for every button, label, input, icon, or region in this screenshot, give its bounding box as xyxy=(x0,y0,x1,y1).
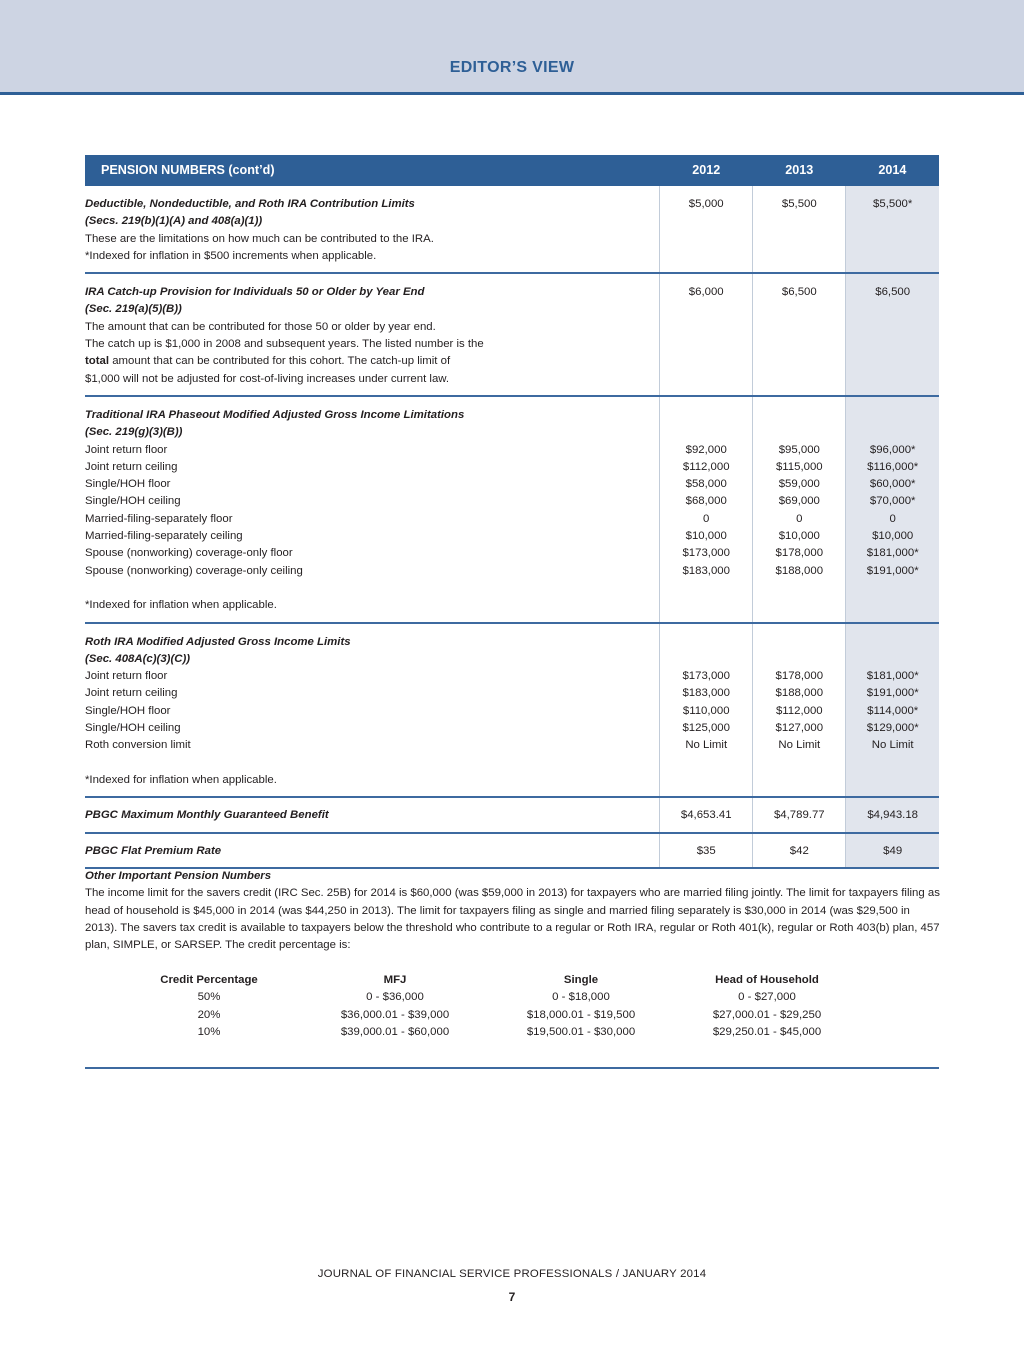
credit-header-percentage: Credit Percentage xyxy=(160,974,258,986)
cell-value: 0 xyxy=(703,512,710,525)
row-label: Single/HOH floor xyxy=(85,704,171,717)
table-row xyxy=(116,989,860,1006)
year-header-2013: 2013 xyxy=(753,155,846,186)
section-title: Roth IRA Modified Adjusted Gross Income Limits xyxy=(85,635,351,648)
value-2014: $6,500 xyxy=(846,273,939,396)
credit-single: $18,000.01 - $19,500 xyxy=(526,1008,636,1021)
value-2012: $35 xyxy=(660,833,753,868)
values-2012 xyxy=(660,396,753,623)
credit-single: 0 - $18,000 xyxy=(552,991,610,1004)
cell-value: $125,000 xyxy=(682,722,730,735)
cell-value: $96,000* xyxy=(869,443,916,456)
section-code: (Secs. 219(b)(1)(A) and 408(a)(1)) xyxy=(85,215,263,228)
cell-value: $188,000 xyxy=(775,564,824,577)
credit-header-single: Single xyxy=(563,974,599,986)
traditional-label-cell xyxy=(85,396,660,623)
value-2014: $4,943.18 xyxy=(846,797,939,832)
cell-value: $178,000 xyxy=(775,670,824,683)
values-2013 xyxy=(753,623,846,798)
value-2014: $49 xyxy=(846,833,939,868)
traditional-ira-section xyxy=(85,396,939,623)
cell-value: $191,000* xyxy=(866,687,919,700)
cell-value: $60,000* xyxy=(869,478,916,491)
deductible-section xyxy=(85,186,939,273)
section-code: (Sec. 219(g)(3)(B)) xyxy=(85,426,183,439)
pension-numbers-table xyxy=(85,155,939,869)
catchup-label-cell xyxy=(85,273,660,396)
row-label: Spouse (nonworking) coverage-only ceiling xyxy=(85,564,303,577)
cell-value: $115,000 xyxy=(775,460,823,473)
row-label: Spouse (nonworking) coverage-only floor xyxy=(85,547,293,560)
cell-value: $110,000 xyxy=(682,704,730,717)
credit-single: $19,500.01 - $30,000 xyxy=(526,1025,636,1038)
journal-footer: JOURNAL OF FINANCIAL SERVICE PROFESSIONALS / JANUARY 2014 xyxy=(317,1268,707,1280)
roth-ira-section xyxy=(85,623,939,798)
cell-value: $127,000 xyxy=(775,722,824,735)
credit-percentage: 20% xyxy=(197,1008,221,1021)
header-banner xyxy=(0,0,1024,95)
values-2012 xyxy=(660,623,753,798)
section-description: The catch up is $1,000 in 2008 and subsequent years. The listed number is the xyxy=(85,338,484,351)
credit-mfj: 0 - $36,000 xyxy=(366,991,424,1004)
row-label: Married-filing-separately ceiling xyxy=(85,530,243,543)
table-title: PENSION NUMBERS (cont’d) xyxy=(85,155,660,186)
cell-value: $191,000* xyxy=(866,564,919,577)
cell-value: $59,000 xyxy=(778,478,820,491)
cell-value: 0 xyxy=(796,512,803,525)
cell-value: $116,000* xyxy=(867,460,919,473)
cell-value: $114,000* xyxy=(867,704,919,717)
table-row xyxy=(116,1007,860,1024)
row-label: Joint return ceiling xyxy=(85,460,178,473)
credit-percentage: 10% xyxy=(197,1025,221,1038)
section-title: PBGC Flat Premium Rate xyxy=(85,844,222,857)
section-title: Traditional IRA Phaseout Modified Adjusted Gross Income Limitations xyxy=(85,408,465,421)
value-2013: $4,789.77 xyxy=(753,797,846,832)
page-number: 7 xyxy=(508,1290,516,1304)
cell-value: $112,000 xyxy=(682,460,730,473)
values-2014 xyxy=(846,623,939,798)
pbgc-benefit-row xyxy=(85,797,939,832)
cell-value: $95,000 xyxy=(778,443,820,456)
section-title: PBGC Maximum Monthly Guaranteed Benefit xyxy=(85,809,329,822)
value-2012: $4,653.41 xyxy=(660,797,753,832)
credit-header-hoh: Head of Household xyxy=(715,974,819,986)
values-2013 xyxy=(753,396,846,623)
cell-value: $178,000 xyxy=(775,547,824,560)
savers-credit-paragraph: The income limit for the savers credit (IRC Sec. 25B) for 2014 is $60,000 (was $59,000 in 2013) for taxpayers who are married filing jointly. The limit for taxpayers filing as head of household is $45,000 in 2014 (was $44,250 in 2013). The limit for taxpayers filing as single and married filing separately is $30,000 in 2014 (was $29,500 in 2013). The savers tax credit is available to taxpayers below the threshold who contribute to a regular or Roth IRA, regular or Roth 401(k), regular or Roth 403(b) plan, 457 plan, SIMPLE, or SARSEP. The credit percentage is: xyxy=(85,887,940,952)
cell-value: $173,000 xyxy=(682,547,730,560)
deductible-label-cell xyxy=(85,186,660,273)
cell-value: No Limit xyxy=(778,739,821,752)
pbgc-benefit-label-cell xyxy=(85,797,660,832)
section-code: (Sec. 219(a)(5)(B)) xyxy=(85,303,182,316)
cell-value: No Limit xyxy=(685,739,728,752)
values-2014 xyxy=(846,396,939,623)
catchup-section xyxy=(85,273,939,396)
credit-mfj: $39,000.01 - $60,000 xyxy=(340,1025,450,1038)
cell-value: $181,000* xyxy=(866,547,919,560)
row-label: Married-filing-separately floor xyxy=(85,512,233,525)
cell-value: $112,000 xyxy=(775,704,823,717)
section-description-text: amount that can be contributed for this cohort. The catch-up limit of xyxy=(109,355,451,368)
cell-value: $69,000 xyxy=(778,495,820,508)
row-label: Single/HOH floor xyxy=(85,478,171,491)
cell-value: $188,000 xyxy=(775,687,824,700)
section-note: *Indexed for inflation when applicable. xyxy=(85,599,277,612)
cell-value: $183,000 xyxy=(682,564,730,577)
cell-value: $173,000 xyxy=(682,670,730,683)
row-label: Roth conversion limit xyxy=(85,739,191,752)
pbgc-premium-label-cell xyxy=(85,833,660,868)
row-label: Joint return floor xyxy=(85,443,168,456)
roth-label-cell xyxy=(85,623,660,798)
cell-value: $92,000 xyxy=(685,443,727,456)
row-label: Joint return floor xyxy=(85,670,168,683)
credit-percentage-table xyxy=(116,972,860,1041)
value-2012: $6,000 xyxy=(660,273,753,396)
value-2013: $5,500 xyxy=(753,186,846,273)
emphasis-text: total xyxy=(85,355,110,368)
credit-header-row xyxy=(116,972,860,989)
credit-hoh: 0 - $27,000 xyxy=(738,991,796,1004)
value-2014: $5,500* xyxy=(846,186,939,273)
credit-percentage: 50% xyxy=(197,991,221,1004)
other-pension-numbers xyxy=(85,868,941,954)
value-2012: $5,000 xyxy=(660,186,753,273)
cell-value: $68,000 xyxy=(685,495,727,508)
credit-mfj: $36,000.01 - $39,000 xyxy=(340,1008,450,1021)
bottom-divider xyxy=(85,1067,939,1069)
cell-value: $129,000* xyxy=(866,722,919,735)
year-header-2014: 2014 xyxy=(846,155,939,186)
table-row xyxy=(116,1024,860,1041)
table-header-row xyxy=(85,155,939,186)
section-title: IRA Catch-up Provision for Individuals 50 or Older by Year End xyxy=(85,286,425,299)
value-2013: $42 xyxy=(753,833,846,868)
value-2013: $6,500 xyxy=(753,273,846,396)
cell-value: $10,000 xyxy=(872,530,914,543)
row-label: Joint return ceiling xyxy=(85,687,178,700)
credit-hoh: $27,000.01 - $29,250 xyxy=(712,1008,822,1021)
credit-header-mfj: MFJ xyxy=(383,974,407,986)
section-description: $1,000 will not be adjusted for cost-of-living increases under current law. xyxy=(85,372,450,385)
section-note: *Indexed for inflation in $500 increments when applicable. xyxy=(85,249,377,262)
section-note: *Indexed for inflation when applicable. xyxy=(85,773,277,786)
cell-value: $181,000* xyxy=(866,670,919,683)
cell-value: $58,000 xyxy=(685,478,727,491)
cell-value: No Limit xyxy=(871,739,914,752)
cell-value: $10,000 xyxy=(685,530,727,543)
section-title: Deductible, Nondeductible, and Roth IRA Contribution Limits xyxy=(85,198,415,210)
section-description: These are the limitations on how much can be contributed to the IRA. xyxy=(85,232,434,245)
cell-value: 0 xyxy=(889,512,896,525)
credit-hoh: $29,250.01 - $45,000 xyxy=(712,1025,822,1038)
cell-value: $70,000* xyxy=(869,495,916,508)
section-description: The amount that can be contributed for those 50 or older by year end. xyxy=(85,320,436,333)
pbgc-premium-row xyxy=(85,833,939,868)
row-label: Single/HOH ceiling xyxy=(85,722,181,735)
page-title: EDITOR’S VIEW xyxy=(449,59,575,76)
section-description xyxy=(85,353,655,370)
section-title: Other Important Pension Numbers xyxy=(85,870,272,882)
row-label: Single/HOH ceiling xyxy=(85,495,181,508)
cell-value: $10,000 xyxy=(778,530,820,543)
year-header-2012: 2012 xyxy=(660,155,753,186)
cell-value: $183,000 xyxy=(682,687,730,700)
section-code: (Sec. 408A(c)(3)(C)) xyxy=(85,652,191,665)
